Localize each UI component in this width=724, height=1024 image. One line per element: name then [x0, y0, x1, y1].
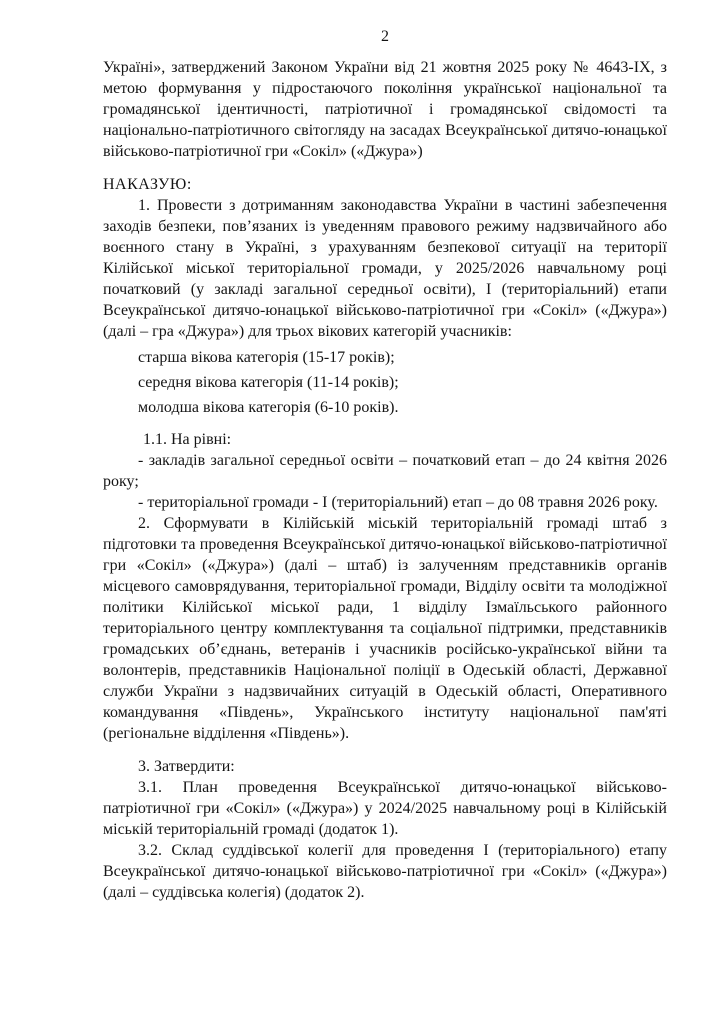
order-item-2: 2. Сформувати в Кілійській міській територіальній громаді штаб з підготовки та проведення Всеукраїнської дитячо-юнацької військово-патріотичної гри «Сокіл» («Джура») (далі – штаб) із залученням представників органів місцевого самоврядування, територіальної громади, Відділу освіти та молодіжної політики Кілійської міської ради, 1 відділу Ізмаїльського районного територіального центру комплектування та соціальної підтримки, представників громадських об’єднань, ветеранів і учасників російсько-української війни та волонтерів, представників Національної поліції в Одеській області, Державної служби України з надзвичайних ситуацій в Одеській області, Оперативного командування «Південь», Українського інституту національної пам'яті (регіональне відділення «Південь»).: [103, 515, 667, 742]
order-item-3-1: 3.1. План проведення Всеукраїнської дитячо-юнацької військово-патріотичної гри «Сокіл» («Джура») у 2024/2025 навчальному році в Кілійській міській територіальній громаді (додаток 1).: [103, 779, 667, 838]
order-item-3-heading: 3. Затвердити:: [138, 758, 235, 775]
age-category-item: молодша вікова категорія (6-10 років).: [138, 399, 399, 416]
order-item-1: 1. Провести з дотриманням законодавства України в частині забезпечення заходів безпеки, пов’язаних із уведенням правового режиму надзвичайного або воєнного стану в Україні, з урахуванням безпекової ситуації на території Кілійської міської територіальної громади, у 2025/2026 навчальному році початковий (у закладі загальної середньої освіти), І (територіальний) етапи Всеукраїнської дитячо-юнацької військово-патріотичної гри «Сокіл» («Джура») (далі – гра «Джура») для трьох вікових категорій учасників:: [103, 197, 667, 340]
age-category-list: [103, 345, 667, 420]
age-category-item: середня вікова категорія (11-14 років);: [138, 374, 399, 391]
page-number: 2: [381, 28, 389, 45]
item-1-1-point: - закладів загальної середньої освіти – початковий етап – до 24 квітня 2026 року;: [103, 452, 667, 490]
item-1-1-heading: 1.1. На рівні:: [143, 431, 232, 448]
intro-paragraph: Україні», затверджений Законом України від 21 жовтня 2025 року № 4643-ІХ, з метою формування у підростаючого покоління української національної та громадянської ідентичності, патріотичної і громадянської свідомості та національно-патріотичного світогляду на засадах Всеукраїнської дитячо-юнацької військово-патріотичної гри «Сокіл» («Джура»): [103, 59, 667, 160]
order-item-3-2: 3.2. Склад суддівської колегії для проведення І (територіального) етапу Всеукраїнської дитячо-юнацької військово-патріотичної гри «Сокіл» («Джура») (далі – суддівська колегія) (додаток 2).: [103, 842, 667, 901]
order-heading: НАКАЗУЮ:: [103, 176, 192, 193]
item-1-1-point: - територіальної громади - І (територіальний) етап – до 08 травня 2026 року.: [138, 494, 658, 511]
age-category-item: старша вікова категорія (15-17 років);: [138, 349, 395, 366]
